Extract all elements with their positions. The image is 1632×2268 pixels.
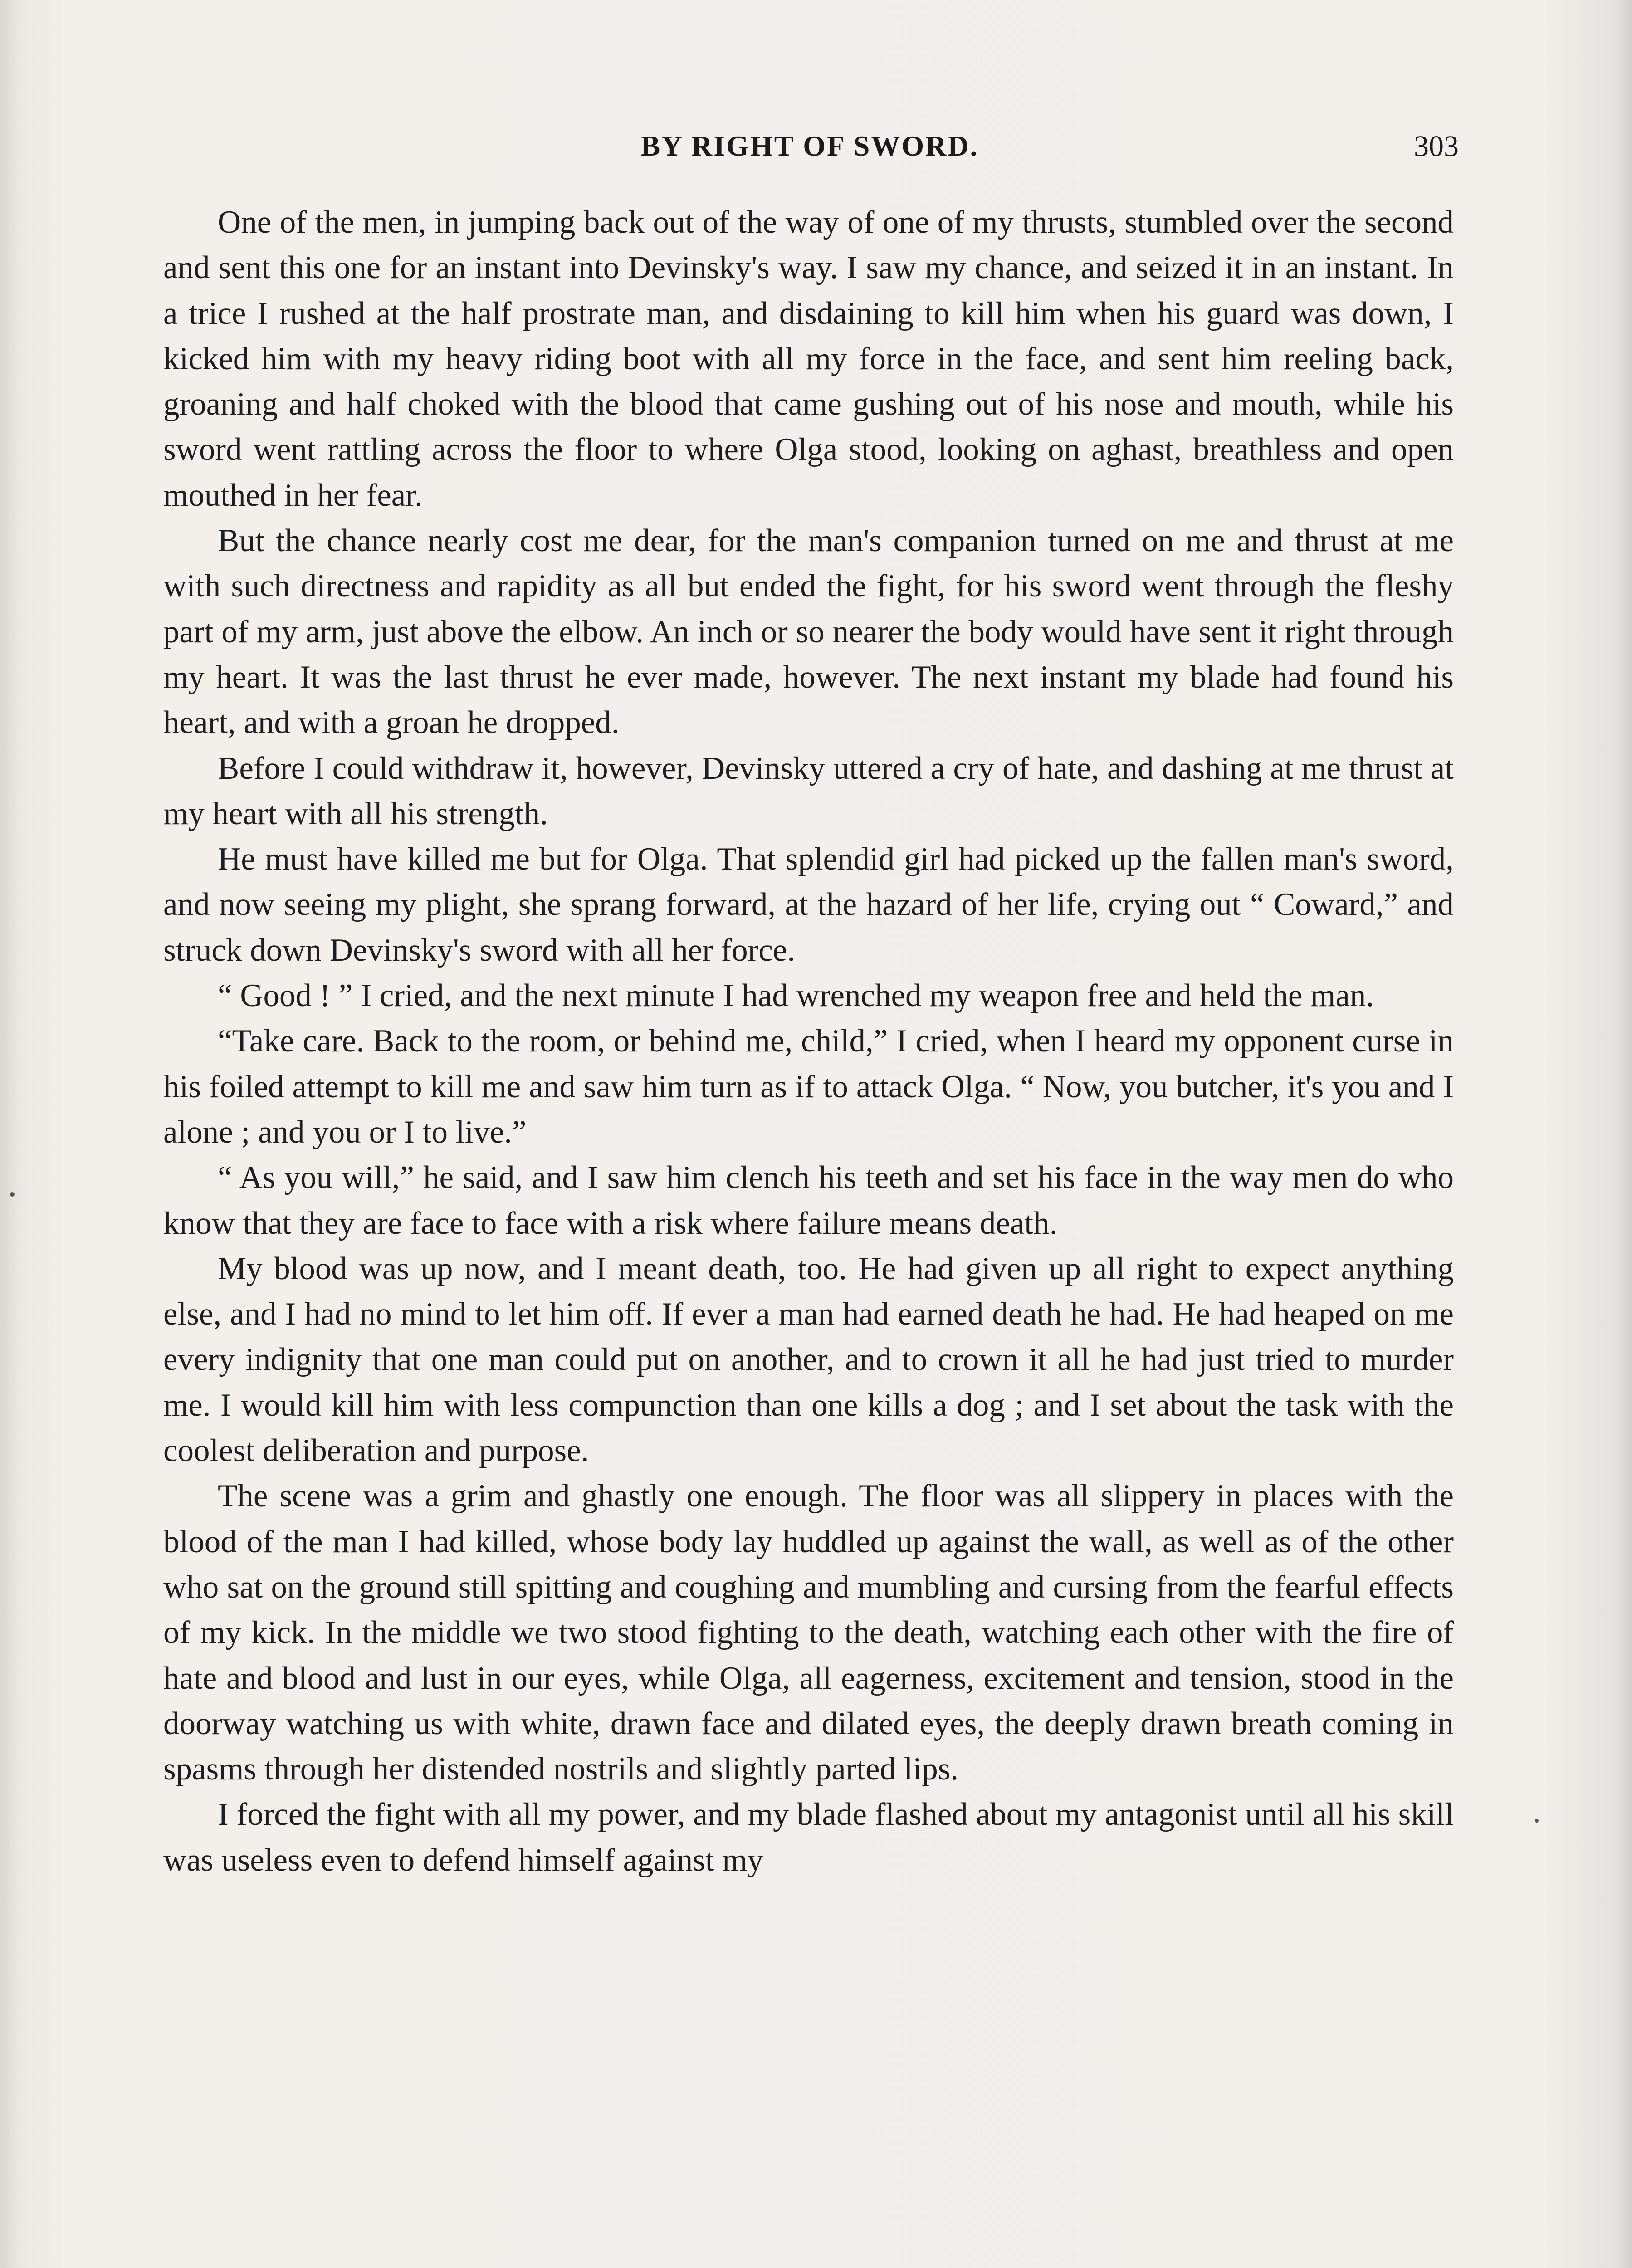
paragraph: My blood was up now, and I meant death, too. He had given up all right to expect anything else, and I had no mind to let him off. If ever a man had earned death he had. He had heaped on me every indignity that one man could put on another, and to crown it all he had just tried to murder me. I would kill him with less compunction than one kills a dog ; and I set about the task with the coolest deliberation and purpose. [163,1251,1454,1469]
ink-speck [1535,1819,1539,1823]
paragraph: The scene was a grim and ghastly one enough. The floor was all slippery in places with the blood of the man I had killed, whose body lay huddled up against the wall, as well as of the other who sat on the ground still spitting and coughing and mumbling and cursing from the fearful effects of my kick. In the middle we two stood fighting to the death, watching each other with the fire of hate and blood and lust in our eyes, while Olga, all eagerness, excitement and tension, stood in the doorway watching us with white, drawn face and dilated eyes, the deeply drawn breath coming in spasms through her distended nostrils and slightly parted lips. [163,1478,1454,1787]
paragraph: He must have killed me but for Olga. That splendid girl had picked up the fallen man's sword, and now seeing my plight, she sprang forward, at the hazard of her life, crying out “ Coward,” and struck down Devinsky's sword with all her force. [163,841,1454,968]
paragraph: “ As you will,” he said, and I saw him clench his teeth and set his face in the way men do who know that they are face to face with a risk where failure means death. [163,1160,1454,1241]
page-header [163,129,1459,179]
body-text [163,200,1454,1883]
paragraph: One of the men, in jumping back out of the way of one of my thrusts, stumbled over the second and sent this one for an instant into Devinsky's way. I saw my chance, and seized it in an instant. In a trice I rushed at the half prostrate man, and disdaining to kill him when his guard was down, I kicked him with my heavy riding boot with all my force in the face, and sent him reeling back, groaning and half choked with the blood that came gushing out of his nose and mouth, while his sword went rattling across the floor to where Olga stood, looking on aghast, breathless and open mouthed in her fear. [163,205,1454,513]
paragraph: “Take care. Back to the room, or behind me, child,” I cried, when I heard my opponent curse in his foiled attempt to kill me and saw him turn as if to attack Olga. “ Now, you butcher, it's you and I alone ; and you or I to live.” [163,1023,1454,1150]
page-number: 303 [1414,130,1459,163]
paragraph: I forced the fight with all my power, and my blade flashed about my antagonist until all his skill was useless even to defend himself against my [163,1797,1454,1878]
paragraph: Before I could withdraw it, however, Devinsky uttered a cry of hate, and dashing at me thrust at my heart with all his strength. [163,750,1454,831]
running-title: BY RIGHT OF SWORD. [640,130,979,162]
ink-speck [10,1192,15,1197]
paragraph: “ Good ! ” I cried, and the next minute I had wrenched my weapon free and held the man. [218,978,1374,1014]
paragraph: But the chance nearly cost me dear, for the man's companion turned on me and thrust at me with such directness and rapidity as all but ended the fight, for his sword went through the fleshy part of my arm, just above the elbow. An inch or so nearer the body would have sent it right through my heart. It was the last thrust he ever made, however. The next instant my blade had found his heart, and with a groan he dropped. [163,523,1454,741]
